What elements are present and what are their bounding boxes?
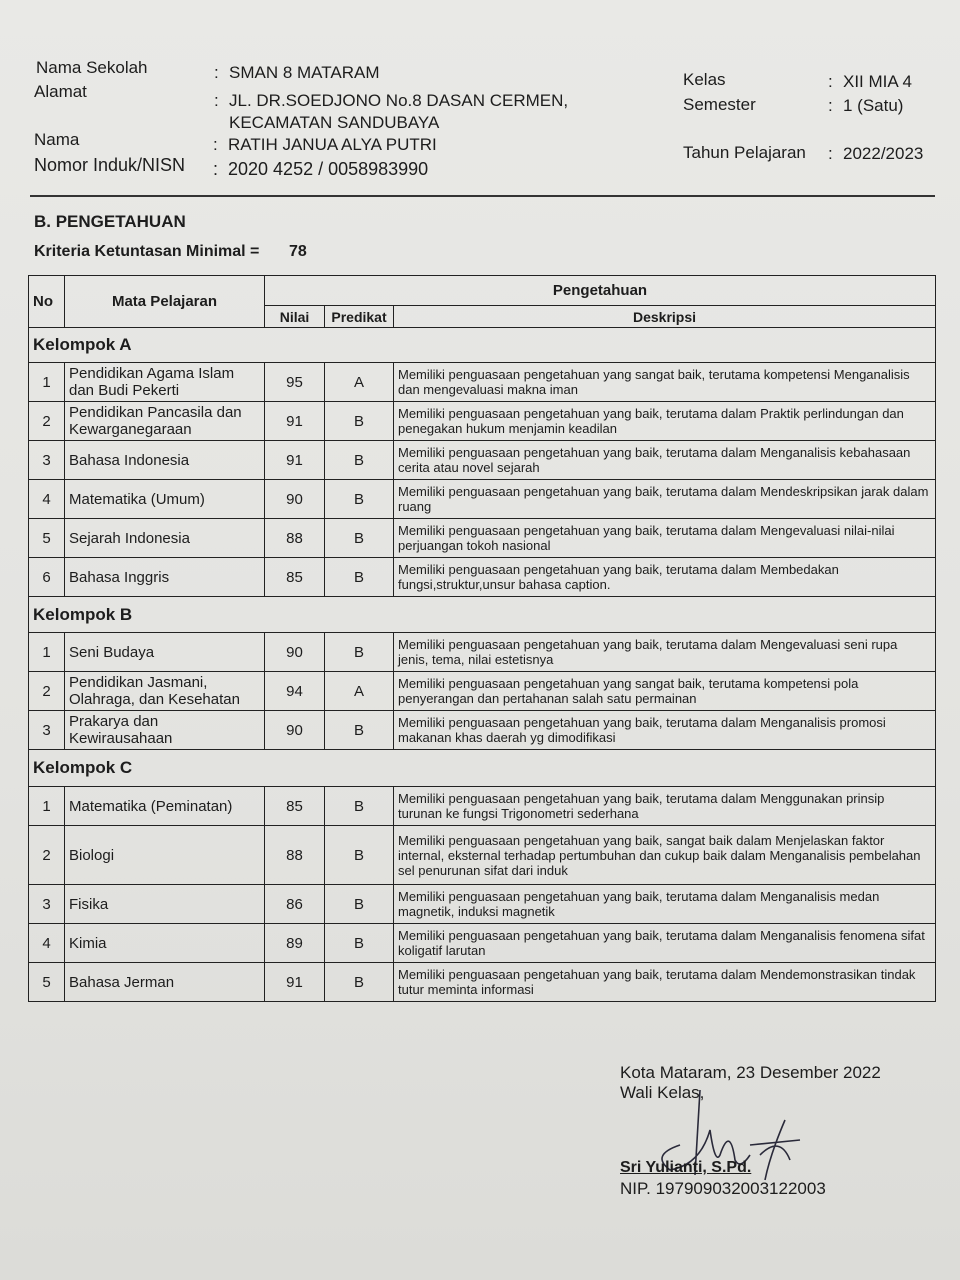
score: 90 [265,633,325,672]
description: Memiliki penguasaan pengetahuan yang baik, terutama dalam Menganalisis fenomena sifat koligatif larutan [394,924,936,963]
description: Memiliki penguasaan pengetahuan yang baik, terutama dalam Menganalisis promosi makanan khas daerah yg dimodifikasi [394,711,936,750]
description: Memiliki penguasaan pengetahuan yang baik, terutama dalam Praktik perlindungan dan penegakan hukum menjamin keadilan [394,402,936,441]
colon: : [828,144,833,163]
group-row [29,328,936,363]
group-name: Kelompok C [29,750,936,787]
subject-name: Bahasa Inggris [65,558,265,597]
score: 85 [265,558,325,597]
name-label: Nama [34,130,80,149]
group-row [29,750,936,787]
score: 95 [265,363,325,402]
school-name-value: SMAN 8 MATARAM [229,63,380,82]
row-no: 3 [29,885,65,924]
score: 94 [265,672,325,711]
address-label: Alamat [34,82,87,101]
row-no: 6 [29,558,65,597]
score: 88 [265,519,325,558]
score: 91 [265,963,325,1002]
header-description: Deskripsi [394,306,936,328]
table-row [29,787,936,826]
table-row [29,480,936,519]
score: 91 [265,402,325,441]
header-subject: Mata Pelajaran [65,276,265,328]
row-no: 1 [29,363,65,402]
row-no: 2 [29,672,65,711]
row-no: 1 [29,633,65,672]
row-no: 4 [29,480,65,519]
colon: : [828,96,833,115]
grades-table [28,275,936,1002]
subject-name: Pendidikan Agama Islam dan Budi Pekerti [65,363,265,402]
subject-name: Bahasa Jerman [65,963,265,1002]
subject-name: Kimia [65,924,265,963]
row-no: 4 [29,924,65,963]
grade: B [325,441,394,480]
subject-name: Seni Budaya [65,633,265,672]
group-name: Kelompok A [29,328,936,363]
row-no: 2 [29,402,65,441]
description: Memiliki penguasaan pengetahuan yang baik, terutama dalam Membedakan fungsi,struktur,unsur bahasa caption. [394,558,936,597]
table-row [29,826,936,885]
signer-nip: NIP. 197909032003122003 [620,1179,826,1198]
place-date: Kota Mataram, 23 Desember 2022 [620,1063,881,1082]
grade: B [325,787,394,826]
subject-name: Pendidikan Jasmani, Olahraga, dan Kesehatan [65,672,265,711]
subject-name: Biologi [65,826,265,885]
grade: B [325,519,394,558]
score: 89 [265,924,325,963]
grade: A [325,363,394,402]
header-grade: Predikat [325,306,394,328]
grade: B [325,558,394,597]
grade: B [325,963,394,1002]
table-row [29,885,936,924]
score: 88 [265,826,325,885]
section-title: B. PENGETAHUAN [34,212,186,231]
header-no: No [29,276,65,328]
nisn-value: 2020 4252 / 0058983990 [228,159,429,179]
description: Memiliki penguasaan pengetahuan yang baik, terutama dalam Mendeskripsikan jarak dalam ruang [394,480,936,519]
grade: B [325,711,394,750]
table-row [29,963,936,1002]
subject-name: Fisika [65,885,265,924]
colon: : [214,63,219,82]
description: Memiliki penguasaan pengetahuan yang sangat baik, terutama kompetensi Menganalisis dan mengevaluasi makna iman [394,363,936,402]
score: 86 [265,885,325,924]
row-no: 5 [29,963,65,1002]
kkm-value: 78 [289,243,307,260]
table-row [29,924,936,963]
school-name-label: Nama Sekolah [36,58,148,77]
colon: : [213,135,218,154]
subject-name: Prakarya dan Kewirausahaan [65,711,265,750]
row-no: 1 [29,787,65,826]
table-row [29,441,936,480]
row-no: 3 [29,441,65,480]
table-row [29,402,936,441]
grade: B [325,885,394,924]
subject-name: Pendidikan Pancasila dan Kewarganegaraan [65,402,265,441]
semester-label: Semester [683,95,756,114]
table-row [29,711,936,750]
grade: A [325,672,394,711]
subject-name: Bahasa Indonesia [65,441,265,480]
description: Memiliki penguasaan pengetahuan yang baik, terutama dalam Mengevaluasi seni rupa jenis, tema, nilai estetisnya [394,633,936,672]
description: Memiliki penguasaan pengetahuan yang baik, terutama dalam Mengevaluasi nilai-nilai perjuangan tokoh nasional [394,519,936,558]
score: 85 [265,787,325,826]
kkm-label: Kriteria Ketuntasan Minimal = [34,243,260,260]
score: 90 [265,480,325,519]
header-score: Nilai [265,306,325,328]
table-row [29,672,936,711]
description: Memiliki penguasaan pengetahuan yang baik, terutama dalam Mendemonstrasikan tindak tutur meminta informasi [394,963,936,1002]
class-value: XII MIA 4 [843,72,912,91]
signer-role: Wali Kelas, [620,1083,705,1102]
table-row [29,363,936,402]
colon: : [828,72,833,91]
header-knowledge: Pengetahuan [265,276,936,306]
name-value: RATIH JANUA ALYA PUTRI [228,135,437,154]
grade: B [325,633,394,672]
score: 90 [265,711,325,750]
semester-value: 1 (Satu) [843,96,904,115]
description: Memiliki penguasaan pengetahuan yang baik, terutama dalam Menganalisis kebahasaan cerita atau novel sejarah [394,441,936,480]
description: Memiliki penguasaan pengetahuan yang baik, terutama dalam Menganalisis medan magnetik, induksi magnetik [394,885,936,924]
grade: B [325,402,394,441]
row-no: 2 [29,826,65,885]
colon: : [213,159,219,179]
nisn-label: Nomor Induk/NISN [34,155,186,175]
score: 91 [265,441,325,480]
row-no: 3 [29,711,65,750]
year-value: 2022/2023 [843,144,924,163]
year-label: Tahun Pelajaran [683,143,806,162]
group-name: Kelompok B [29,597,936,633]
subject-name: Sejarah Indonesia [65,519,265,558]
divider [30,195,935,197]
address-value-line2: KECAMATAN SANDUBAYA [229,113,440,132]
class-label: Kelas [683,70,726,89]
table-row [29,558,936,597]
subject-name: Matematika (Peminatan) [65,787,265,826]
subject-name: Matematika (Umum) [65,480,265,519]
group-row [29,597,936,633]
grade: B [325,480,394,519]
address-value: JL. DR.SOEDJONO No.8 DASAN CERMEN, [229,91,569,110]
table-row [29,519,936,558]
grade: B [325,826,394,885]
signer-name: Sri Yulianti, S.Pd. [620,1159,752,1176]
grade: B [325,924,394,963]
row-no: 5 [29,519,65,558]
description: Memiliki penguasaan pengetahuan yang baik, sangat baik dalam Menjelaskan faktor internal, eksternal terhadap pertumbuhan dan cukup baik dalam Menganalisis pembelahan sel penurunan sifat dari induk [394,826,936,885]
description: Memiliki penguasaan pengetahuan yang sangat baik, terutama kompetensi pola penyerangan dan pertahanan salah satu permainan [394,672,936,711]
table-row [29,633,936,672]
description: Memiliki penguasaan pengetahuan yang baik, terutama dalam Menggunakan prinsip turunan ke fungsi Trigonometri sederhana [394,787,936,826]
colon: : [214,91,219,110]
